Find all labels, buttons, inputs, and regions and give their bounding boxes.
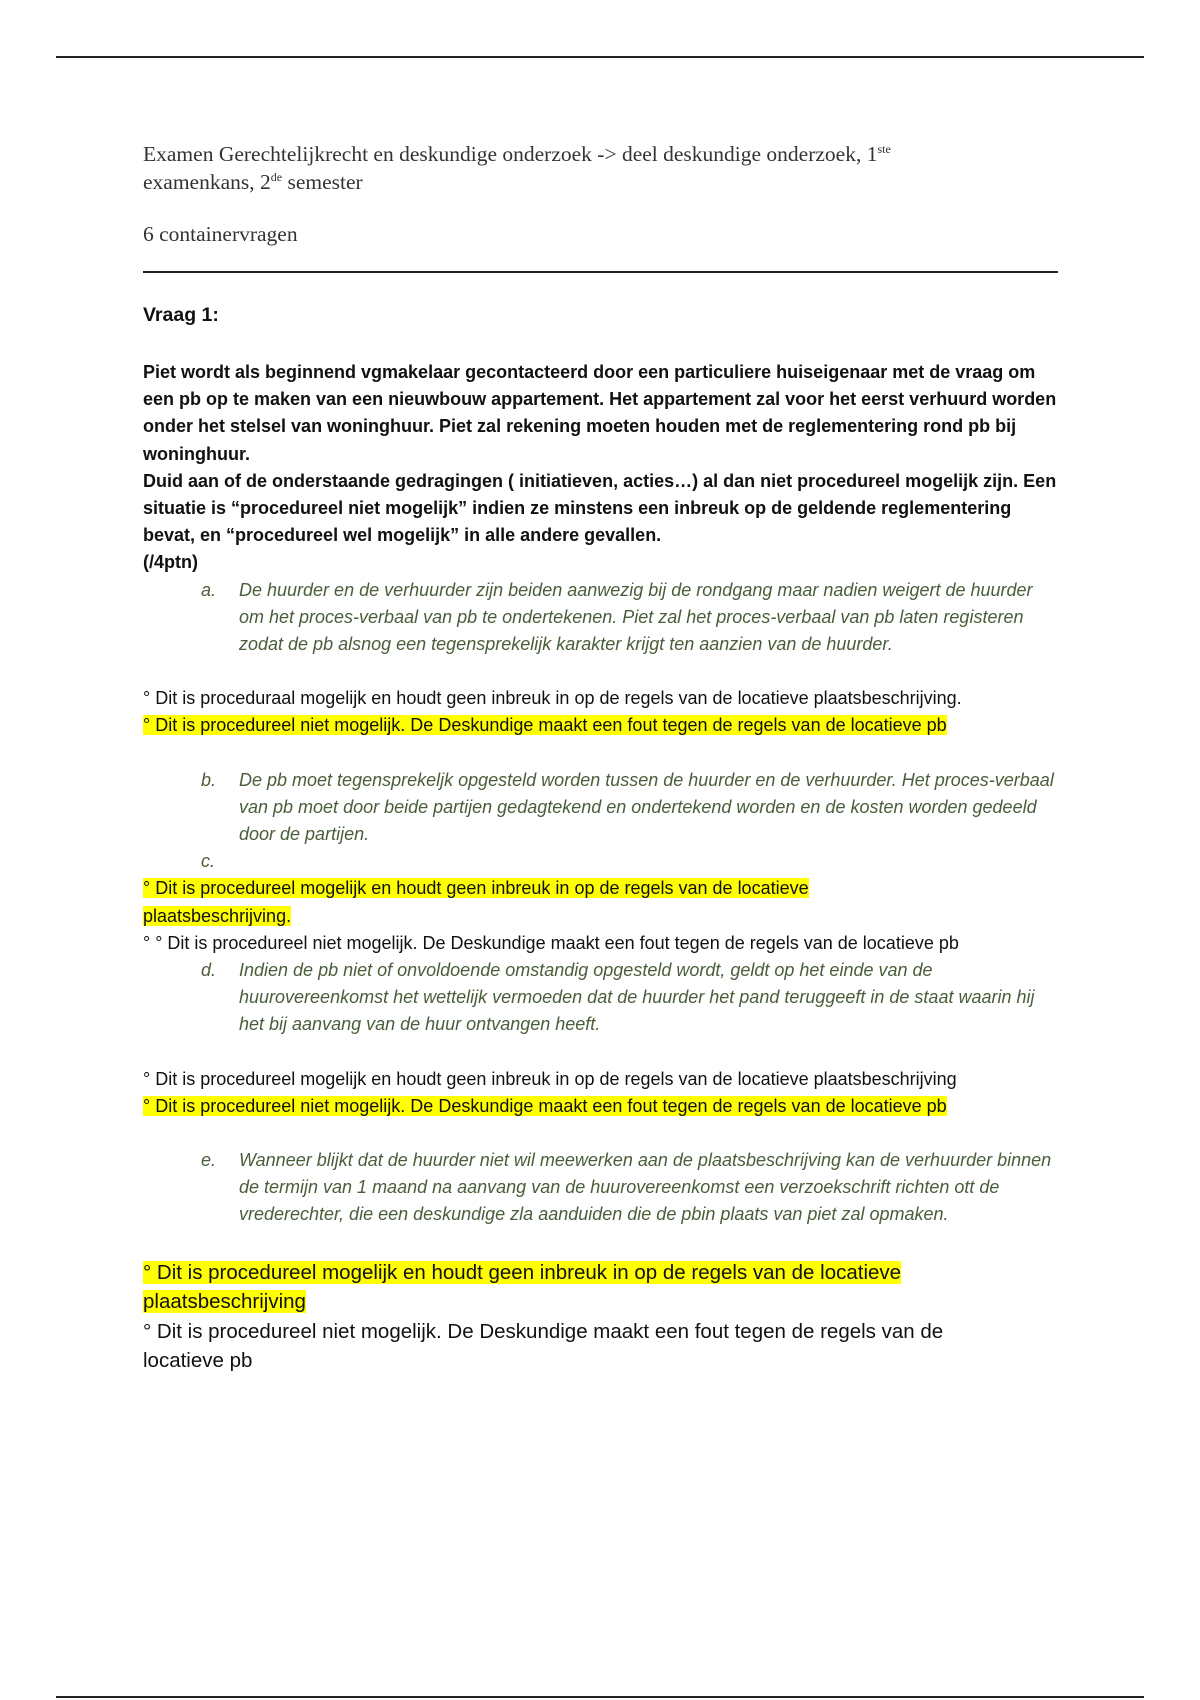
answer-option: ° ° Dit is procedureel niet mogelijk. De Deskundige maakt een fout tegen de regels van de locatieve pb xyxy=(143,932,959,953)
list-item-a xyxy=(143,577,1058,659)
answer-option-selected xyxy=(143,712,1058,739)
answer-option: ° Dit is procedureel niet mogelijk. De Deskundige maakt een fout tegen de regels van de locatieve pb xyxy=(143,1319,944,1373)
item-letter: c. xyxy=(201,851,216,872)
item-letter: e. xyxy=(201,1150,217,1171)
item-text: Wanneer blijkt dat de huurder niet wil meewerken aan de plaatsbeschrijving kan de verhuurder binnen de termijn van 1 maand na aanvang van de huurovereenkomst een verzoekschrift richten ott de vrederechter, die een deskundige zla aanduiden die de pbin plaats van piet zal opmaken. xyxy=(239,1150,1052,1225)
list-item-d xyxy=(143,957,1058,1039)
highlight-mark: ° Dit is procedureel mogelijk en houdt geen inbreuk in op de regels van de locatieve plaatsbeschrijving xyxy=(143,1260,902,1314)
item-text: De pb moet tegensprekeljk opgesteld worden tussen de huurder en de verhuurder. Het proces-verbaal van pb moet door beide partijen gedagtekend en ondertekend worden en de kosten worden gedeeld door de partijen. xyxy=(239,769,1054,845)
exam-title-sup1: ste xyxy=(877,141,891,156)
item-text: De huurder en de verhuurder zijn beiden aanwezig bij de rondgang maar nadien weigert de huurder om het proces-verbaal van pb te ondertekenen. Piet zal het proces-verbaal van pb laten registeren zodat de pb alsnog een tegensprekelijk karakter krijgt ten aanzien van de huurder. xyxy=(239,579,1033,655)
exam-title-part1: Examen Gerechtelijkrecht en deskundige onderzoek -> deel deskundige onderzoek, 1 xyxy=(143,142,878,166)
item-letter: b. xyxy=(201,769,217,790)
question-intro xyxy=(143,359,1058,577)
exam-title-part2: examenkans, 2 xyxy=(143,170,271,194)
page-bottom-rule xyxy=(56,1696,1144,1698)
list-item-c xyxy=(143,848,1058,875)
question-instruction: Duid aan of de onderstaande gedragingen ( initiatieven, acties…) al dan niet procedureel mogelijk zijn. Een situatie is “procedureel niet mogelijk” indien ze minstens een inbreuk op de geldende reglementering bevat, en “procedureel wel mogelijk” in alle andere gevallen. xyxy=(143,470,1057,546)
highlight-mark: ° Dit is procedureel niet mogelijk. De Deskundige maakt een fout tegen de regels van de locatieve pb xyxy=(143,715,947,736)
item-text: Indien de pb niet of onvoldoende omstandig opgesteld wordt, geldt op het einde van de huurovereenkomst het wettelijk vermoeden dat de huurder het pand teruggeeft in de staat waarin hij het bij aanvang van de huur ontvangen heeft. xyxy=(239,960,1035,1035)
item-letter: a. xyxy=(201,579,217,600)
document-page xyxy=(143,140,1058,1376)
list-item-b xyxy=(143,767,1058,849)
answer-option-selected xyxy=(143,875,903,929)
answer-option-selected xyxy=(143,1093,1058,1120)
exam-header xyxy=(143,140,1058,196)
answer-option-selected xyxy=(143,1258,973,1317)
exam-title-sup2: de xyxy=(270,169,283,184)
question-points: (/4ptn) xyxy=(143,552,198,573)
question-title: Vraag 1: xyxy=(143,304,219,326)
answer-option: ° Dit is proceduraal mogelijk en houdt geen inbreuk in op de regels van de locatieve plaatsbeschrijving. xyxy=(143,688,962,709)
answer-option: ° Dit is procedureel mogelijk en houdt geen inbreuk in op de regels van de locatieve plaatsbeschrijving xyxy=(143,1068,957,1089)
exam-title-part3: semester xyxy=(282,170,363,194)
item-letter: d. xyxy=(201,960,217,981)
highlight-mark: ° Dit is procedureel mogelijk en houdt geen inbreuk in op de regels van de locatieve plaatsbeschrijving. xyxy=(143,878,809,926)
page-top-rule xyxy=(56,56,1144,58)
section-divider xyxy=(143,271,1058,273)
highlight-mark: ° Dit is procedureel niet mogelijk. De Deskundige maakt een fout tegen de regels van de locatieve pb xyxy=(143,1095,947,1116)
question-count: 6 containervragen xyxy=(143,222,298,246)
question-intro-text: Piet wordt als beginnend vgmakelaar gecontacteerd door een particuliere huiseigenaar met de vraag om een pb op te maken van een nieuwbouw appartement. Het appartement zal voor het eerst verhuurd worden onder het stelsel van woninghuur. Piet zal rekening moeten houden met de reglementering rond pb bij woninghuur. xyxy=(143,362,1057,464)
list-item-e xyxy=(143,1147,1058,1229)
